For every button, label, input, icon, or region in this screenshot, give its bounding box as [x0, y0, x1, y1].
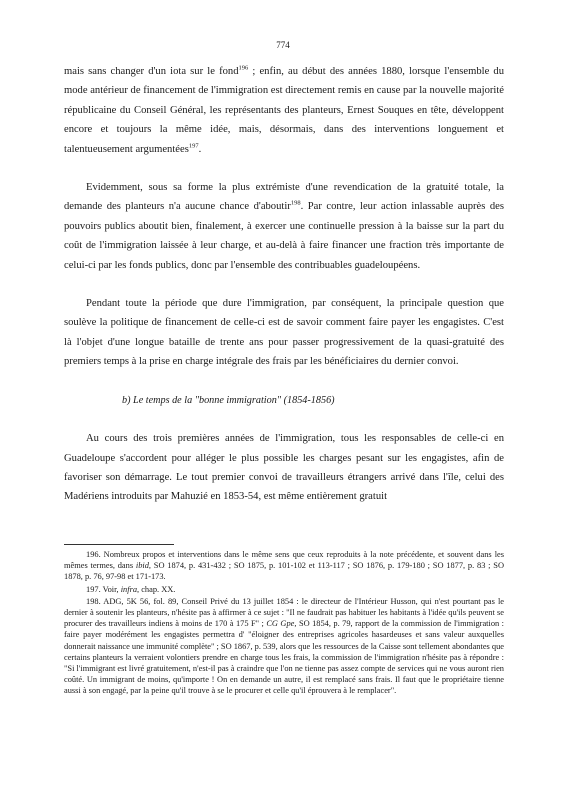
footnote-198	[64, 596, 504, 697]
footnote-197	[64, 584, 504, 595]
paragraph-1	[64, 62, 504, 159]
paragraph-2-text-a: Evidemment, sous sa forme la plus extrémiste d'une revendication de la gratuité totale, la demande des planteurs n'a aucune chance d'aboutir	[64, 182, 504, 213]
footnote-198-text-a: 198. ADG, 5K 56, fol. 89, Conseil Privé du 13 juillet 1854 : le directeur de l'Intérieur Husson, qui n'est pourtant pas le dernier à soutenir les planteurs, n'hésite pas à affirmer à ce sujet : "Il ne faudrait pas habituer les habitants à l'idée qu'ils peuvent se procurer des travailleurs indiens à moins de 170 à 175 F" ;	[64, 596, 504, 629]
paragraph-3: Pendant toute la période que dure l'immigration, par conséquent, la principale question que soulève la politique de financement de celle-ci est de savoir comment faire payer les engagistes. C'est là l'objet d'une longue bataille de trente ans pour passer progressivement de la quasi-gratuité des premiers temps à la prise en charge intégrale des frais par les bénéficiaires du dernier convoi.	[64, 298, 504, 368]
section-heading: b) Le temps de la "bonne immigration" (1854-1856)	[122, 394, 335, 406]
footnote-ref-197: 197	[188, 142, 199, 150]
footnote-196	[64, 549, 504, 583]
footnote-196-text-b: , SO 1874, p. 431-432 ; SO 1875, p. 101-102 et 113-117 ; SO 1876, p. 179-180 ; SO 1877, p. 83 ; SO 1878, p. 76, 97-98 et 171-173.	[64, 561, 504, 582]
footnote-198-italic: CG Gpe	[266, 619, 295, 629]
paragraph-1-text-c: .	[198, 143, 202, 155]
paragraph-1-text-b: ; enfin, au début des années 1880, lorsque l'ensemble du mode antérieur de financement de l'immigration est directement remis en cause par la nouvelle majorité républicaine du Conseil Général, les représentants des planteurs, Ernest Souques en tête, développent encore et toujours la même idée, mais, désormais, dans des interventions longuement et talentueusement argumentées	[64, 66, 505, 155]
paragraph-1-text-a: mais sans changer d'un iota sur le fond	[64, 66, 239, 77]
footnote-197-text-b: , chap. XX.	[137, 584, 176, 594]
footnote-198-text-b: , SO 1854, p. 79, rapport de la commission de l'immigration : faire payer modérément les engagistes permettra d' "éloigner des entreprises agricoles hasardeuses et sans valeur auxquelles donnerait naissance une immunité complète" ; SO 1867, p. 539, alors que les ressources de la Caisse sont tellement abondantes que certains planteurs la verraient volontiers prendre en charge tous les frais, la commission de l'immigration n'hésite pas à répondre : "Si l'immigrant est livré gratuitement, n'est-il pas à craindre que l'on ne tienne pas assez compte de services qui ne vous auront rien coûté. Un immigrant de moins, qu'importe ! On en demande un autre, il est remplacé sans frais. Il faut que le propriétaire tienne aussi à son engagé, par la peine qu'il trouve à se le procurer et celle qu'il éprouvera à le remplacer".	[64, 619, 504, 696]
main-text	[64, 62, 504, 507]
footnote-ref-196: 196	[238, 64, 249, 72]
footnote-196-italic: ibid	[135, 561, 149, 571]
footnote-197-text-a: 197. Voir,	[86, 584, 121, 594]
footnote-separator	[64, 544, 174, 545]
footnote-197-italic: infra	[120, 584, 138, 594]
footnote-196-text-a: 196. Nombreux propos et interventions dans le même sens que ceux reproduits à la note précédente, et souvent dans les mêmes termes, dans	[64, 550, 504, 571]
paragraph-4: Au cours des trois premières années de l'immigration, tous les responsables de celle-ci en Guadeloupe s'accordent pour alléger le plus possible les charges pesant sur les engagistes, afin de favoriser son démarrage. Le tout premier convoi de travailleurs étrangers arrivé dans l'île, celui des Madériens introduits par Mahuzié en 1853-54, est même entièrement gratuit	[64, 433, 504, 503]
footnotes	[64, 549, 504, 698]
paragraph-2	[64, 178, 504, 275]
page-number: 774	[276, 40, 290, 50]
paragraph-2-text-b: . Par contre, leur action inlassable auprès des pouvoirs publics aboutit bien, finalement, à exercer une continuelle pression à la baisse sur la part du coût de l'immigration laissée à leur charge, et au-delà à faire financer une fraction très importante de celui-ci par les fonds publics, donc par l'ensemble des contribuables guadeloupéens.	[64, 201, 504, 271]
footnote-ref-198: 198	[290, 199, 301, 207]
